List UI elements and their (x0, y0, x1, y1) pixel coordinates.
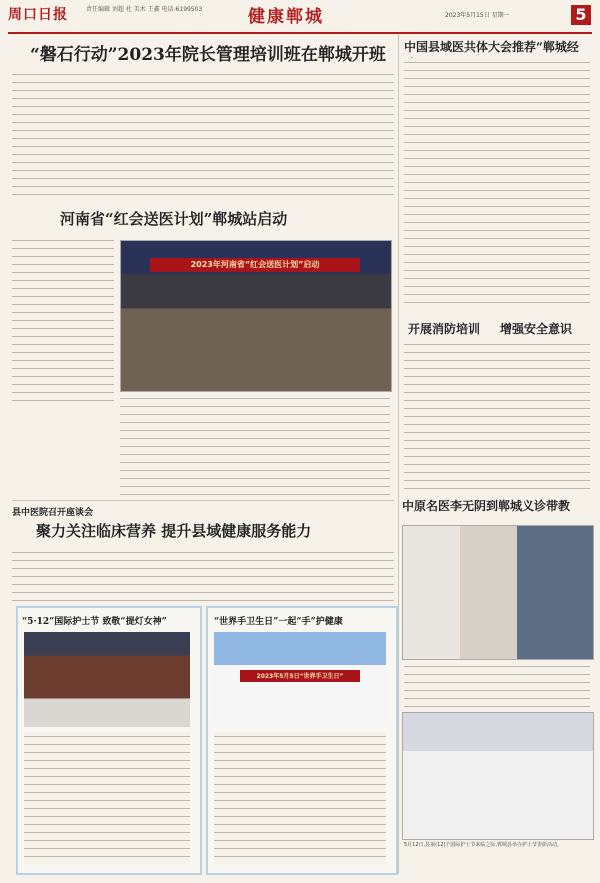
right-column-divider (398, 34, 399, 874)
right-headline-1: 中国县域医共体大会推荐“郸城经 (404, 40, 579, 54)
doctor-photo (402, 525, 594, 660)
red-heart-text-bottom (120, 394, 390, 496)
nurse-day-title: “5·12”国际护士节 致敬“提灯女神” (22, 617, 167, 627)
red-heart-headline: 河南省“红会送医计划”郸城站启动 (60, 210, 288, 228)
section-divider (12, 500, 394, 501)
hand-hygiene-banner: 2023年5月5日“世界手卫生日” (240, 670, 360, 682)
section-title: 健康郸城 (248, 7, 324, 27)
nutrition-article-text (12, 548, 394, 602)
red-heart-text-left (12, 236, 114, 406)
issue-date: 2023年5月15日 星期一 (445, 12, 510, 19)
nurse-day-photo (24, 632, 190, 727)
right-article-text-3 (404, 662, 590, 708)
page-number: 5 (571, 5, 591, 25)
nurse-group-photo (402, 712, 594, 840)
bottom-caption: 5月12日,县第(12)个国际护士节来临之际,郸城县举办护士节表彰活动。 (404, 842, 562, 848)
right-article-text-1 (404, 58, 590, 310)
right-headline-2b: 增强安全意识 (500, 322, 573, 336)
main-article-text (12, 70, 394, 202)
nurse-day-text (24, 732, 190, 864)
conference-banner: 2023年河南省“红会送医计划”启动 (150, 258, 360, 272)
county-label: 县中医院召开座谈会 (12, 508, 94, 518)
right-article-text-2 (404, 340, 590, 490)
right-headline-2a: 开展消防培训 (408, 322, 481, 336)
hand-hygiene-text (214, 732, 386, 864)
editor-meta: 责任编辑 刘超 杜 美术 王鑫 电话:6199503 (86, 6, 203, 13)
nutrition-headline: 聚力关注临床营养 提升县域健康服务能力 (36, 522, 312, 540)
right-headline-3: 中原名医李无阴到郸城义诊带教 (402, 499, 571, 513)
main-headline: “磐石行动”2023年院长管理培训班在郸城开班 (30, 45, 386, 65)
hand-hygiene-title: “世界手卫生日”一起“手”护健康 (214, 617, 343, 627)
newspaper-logo: 周口日报 (8, 7, 68, 23)
